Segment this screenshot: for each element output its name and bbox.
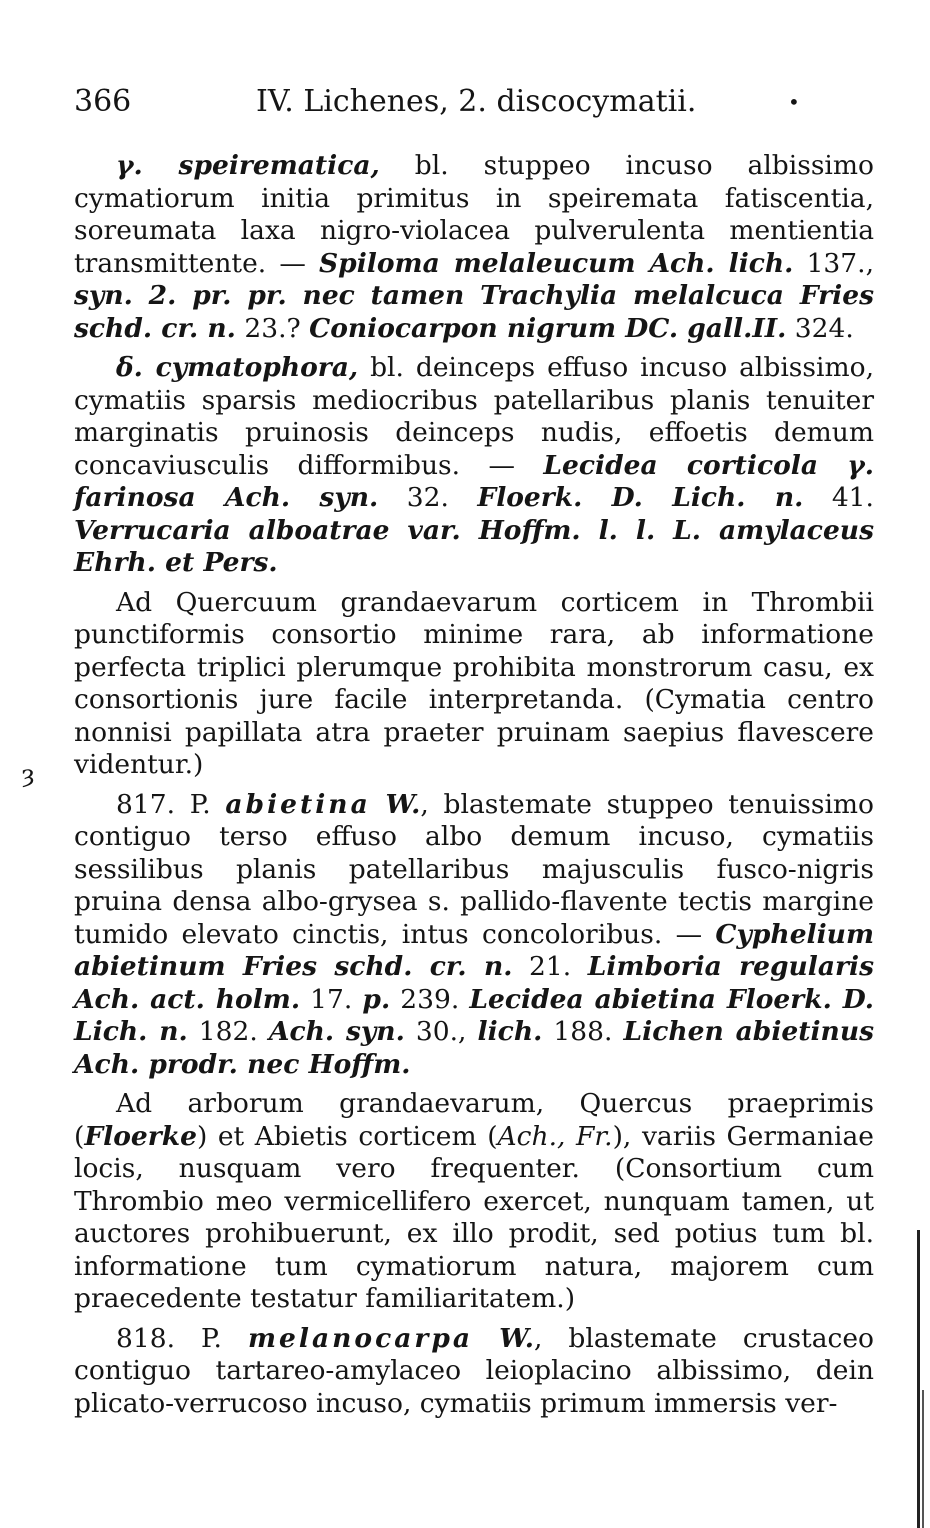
description-text: , blastemate stuppeo tenuissimo contiguo terso effuso albo demum incuso, cymatiis sessilibus planis patellaribus majusculis fusco-nigris pruina densa albo-grysea s. pallido-flavente tectis margine tumido elevato cinctis, intus concoloribus. — <box>74 788 874 950</box>
reference-number: 32. <box>378 482 478 513</box>
reference-number: 30., <box>404 1016 478 1047</box>
paragraph-gamma <box>74 150 874 345</box>
variety-label: γ. speirematica, <box>116 150 380 181</box>
reference: Lichen abietinus Ach. prodr. nec Hoffm. <box>74 1016 875 1080</box>
reference-number: 239. <box>390 983 470 1015</box>
description-text: bl. deinceps effuso incuso albissimo, cymatiis sparsis mediocribus patellaribus planis tenuiter marginatis pruinosis deinceps nudis, effoetis demum concaviusculis difformibus. — <box>74 352 874 481</box>
reference-number: 23.? <box>235 312 310 344</box>
page-number: 366 <box>74 84 132 119</box>
paragraph-habitat-1: Ad Quercuum grandaevarum corticem in Thrombii punctiformis consortio minime rara, ab informatione perfecta triplici plerumque prohibita monstrorum casu, ex consortionis jure facile interpretanda. (Cymatia centro nonnisi papillata atra praeter pruinam saepius flavescere videntur.) <box>74 586 874 780</box>
running-header <box>74 84 874 124</box>
reference-number: 137., <box>793 247 874 279</box>
species-author: W. <box>499 1322 534 1354</box>
variety-label: δ. cymatophora, <box>116 352 359 383</box>
reference: Cyphelium abietinum Fries schd. cr. n. <box>74 918 874 982</box>
description-text: bl. stuppeo incuso albissimo cymatiorum initia primitus in speiremata fatiscentia, soreumata laxa nigro-violacea pulverulenta mentientia transmittente. — <box>74 150 874 279</box>
header-mark: • <box>788 90 800 114</box>
reference-number: 182. <box>187 1016 269 1047</box>
reference: syn. 2. pr. pr. nec tamen Trachylia melalcuca Fries schd. cr. n. <box>74 280 874 344</box>
main-text <box>74 150 874 1420</box>
reference: Floerke <box>84 1120 197 1152</box>
reference-number: 41. <box>803 482 874 513</box>
running-title: IV. Lichenes, 2. discocymatii. <box>256 84 697 119</box>
species-author: W. <box>385 788 421 820</box>
habitat-text: ), variis Germaniae locis, nusquam vero frequenter. (Consortium cum Thrombio meo vermicellifero exercet, nunquam tamen, ut auctores prohibuerunt, ex illo prodit, sed potius tum bl. informatione tum cymatiorum natura, majorem cum praecedente testatur familiaritatem.) <box>74 1120 874 1314</box>
species-number: 818. P. <box>116 1322 222 1354</box>
species-817 <box>74 789 874 1082</box>
description-text: , blastemate crustaceo contiguo tartareo-amylaceo leioplacino albissimo, dein plicato-verrucoso incuso, cymatiis primum immersis ver- <box>74 1322 874 1419</box>
reference-number: 188. <box>542 1016 624 1047</box>
reference: Coniocarpon nigrum DC. gall.II. <box>309 312 787 344</box>
species-number: 817. P. <box>116 788 211 820</box>
paragraph-delta <box>74 352 874 580</box>
paragraph-habitat-2 <box>74 1088 874 1316</box>
reference: lich. <box>477 1016 543 1047</box>
habitat-text: Ad arborum grandaevarum, Quercus praeprimis ( <box>74 1088 874 1152</box>
reference: Ach. syn. <box>268 1016 405 1047</box>
reference: Ach., Fr. <box>497 1120 613 1152</box>
margin-mark: ȝ <box>22 760 35 788</box>
page-edge-shadow <box>917 1230 920 1528</box>
reference: Spiloma melaleucum Ach. lich. <box>319 247 794 279</box>
reference: Lecidea abietina Floerk. D. Lich. n. <box>74 983 874 1047</box>
species-name: melanocarpa <box>247 1322 474 1354</box>
reference-number: 17. <box>300 983 363 1015</box>
reference-number: 21. <box>512 951 588 982</box>
species-818 <box>74 1323 874 1421</box>
species-name: abietina <box>225 788 371 820</box>
reference: p. <box>362 983 391 1015</box>
reference: Floerk. D. Lich. n. <box>477 482 804 513</box>
reference: Limboria regularis Ach. act. holm. <box>74 951 874 1015</box>
reference-number: 324. <box>786 312 854 344</box>
habitat-text: ) et Abietis corticem ( <box>196 1120 498 1152</box>
page-edge-shadow <box>922 1390 924 1528</box>
reference: Lecidea corticola γ. farinosa Ach. syn. <box>74 449 874 513</box>
reference: Verrucaria alboatrae var. Hoffm. l. l. L. amylaceus Ehrh. et Pers. <box>74 514 874 578</box>
